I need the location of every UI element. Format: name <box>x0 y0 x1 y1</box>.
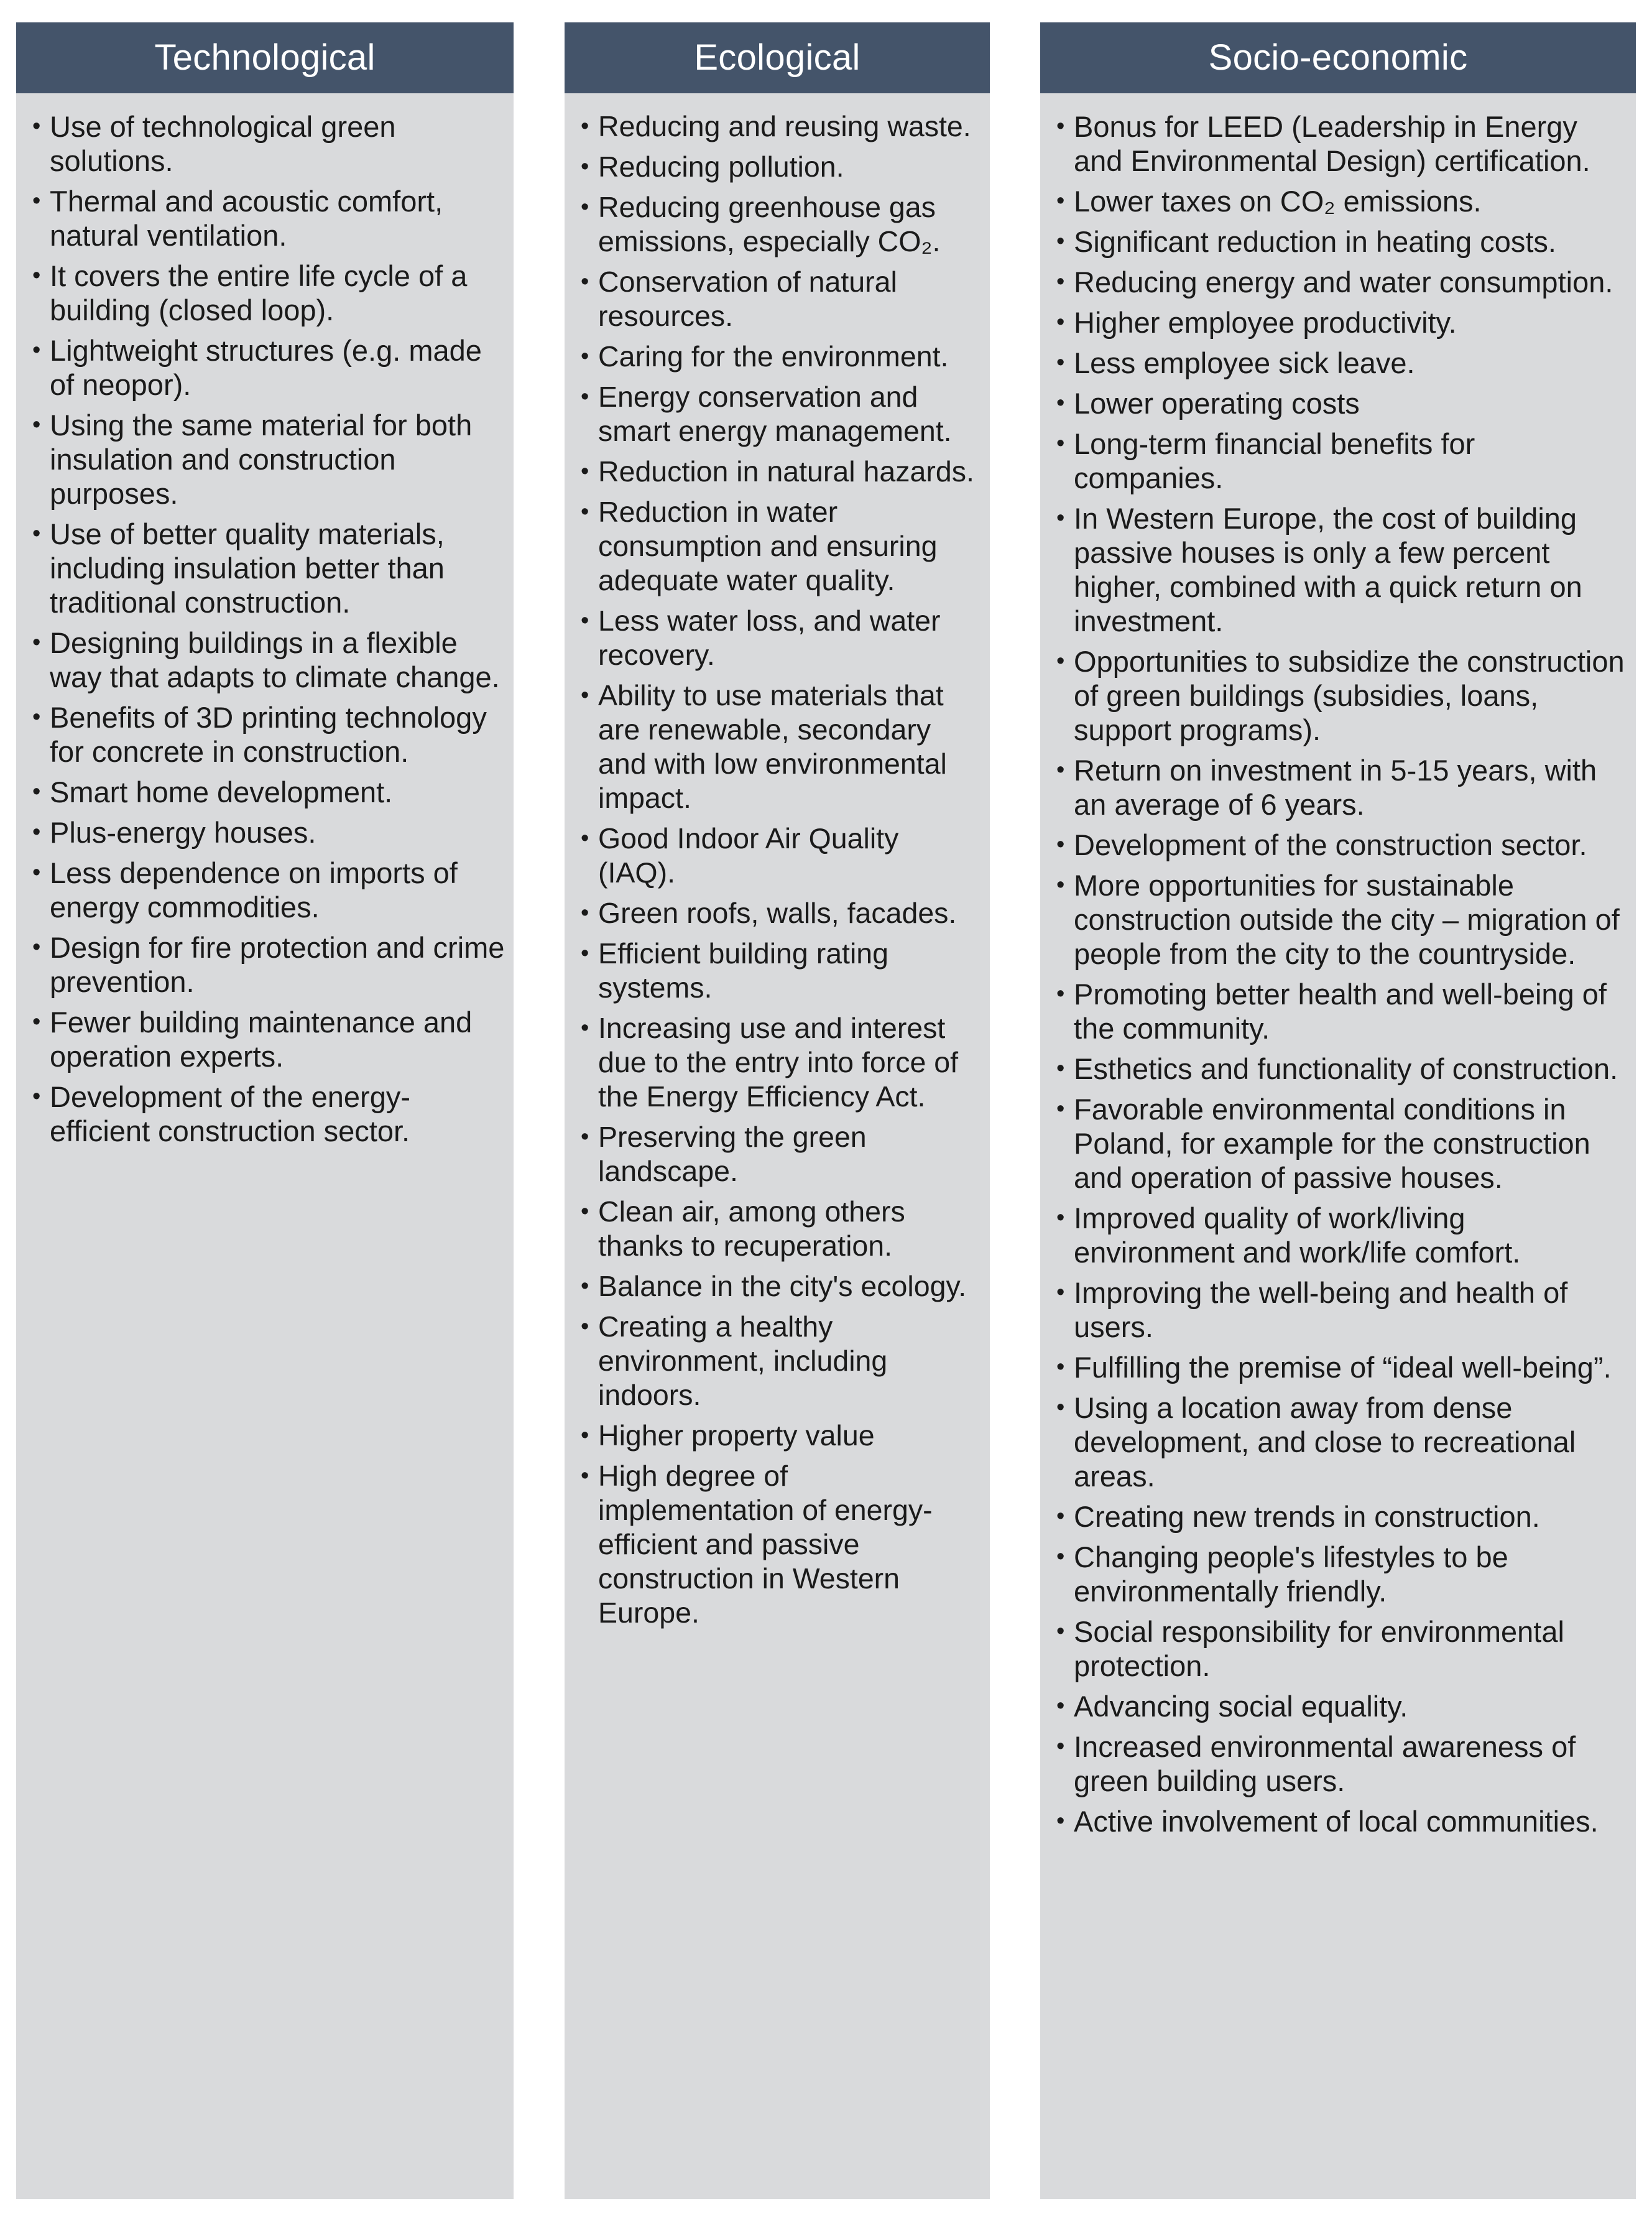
list-item: • Less water loss, and water recovery. <box>598 604 981 672</box>
socio-economic-list <box>1040 93 1636 1838</box>
list-item: • Ability to use materials that are renewable, secondary and with low environmental impact. <box>598 679 981 815</box>
technological-header: Technological <box>16 22 514 93</box>
ecological-header: Ecological <box>565 22 990 93</box>
list-item: • Esthetics and functionality of construction. <box>1074 1052 1627 1086</box>
list-item: • Preserving the green landscape. <box>598 1120 981 1188</box>
list-item: • Green roofs, walls, facades. <box>598 896 981 930</box>
list-item: • Reducing and reusing waste. <box>598 109 981 144</box>
list-item: • It covers the entire life cycle of a building (closed loop). <box>50 259 505 327</box>
list-item: • Efficient building rating systems. <box>598 937 981 1005</box>
list-item: • Reducing energy and water consumption. <box>1074 265 1627 299</box>
list-item: • Using the same material for both insulation and construction purposes. <box>50 408 505 511</box>
list-item: • Reducing greenhouse gas emissions, especially CO₂. <box>598 190 981 259</box>
list-item: • Thermal and acoustic comfort, natural ventilation. <box>50 184 505 252</box>
list-item: • Conservation of natural resources. <box>598 265 981 333</box>
list-item: • Increasing use and interest due to the entry into force of the Energy Efficiency Act. <box>598 1011 981 1114</box>
list-item: • Return on investment in 5-15 years, with an average of 6 years. <box>1074 753 1627 822</box>
technological-column <box>16 22 514 2199</box>
list-item: • Good Indoor Air Quality (IAQ). <box>598 822 981 890</box>
list-item: • Promoting better health and well-being of the community. <box>1074 977 1627 1045</box>
list-item: • Advancing social equality. <box>1074 1689 1627 1723</box>
ecological-column <box>565 22 990 2199</box>
list-item: • Plus-energy houses. <box>50 815 505 850</box>
list-item: • Favorable environmental conditions in Poland, for example for the construction and operation of passive houses. <box>1074 1092 1627 1195</box>
list-item: • Higher employee productivity. <box>1074 305 1627 340</box>
list-item: • More opportunities for sustainable construction outside the city – migration of people from the city to the countryside. <box>1074 868 1627 971</box>
list-item: • Creating new trends in construction. <box>1074 1499 1627 1534</box>
socio-economic-header: Socio-economic <box>1040 22 1636 93</box>
list-item: • Reduction in water consumption and ensuring adequate water quality. <box>598 495 981 598</box>
list-item: • Smart home development. <box>50 775 505 809</box>
list-item: • Caring for the environment. <box>598 340 981 374</box>
list-item: • Using a location away from dense development, and close to recreational areas. <box>1074 1391 1627 1493</box>
list-item: • In Western Europe, the cost of building passive houses is only a few percent higher, combined with a quick return on investment. <box>1074 501 1627 638</box>
list-item: • Active involvement of local communities. <box>1074 1804 1627 1838</box>
list-item: • Lower operating costs <box>1074 386 1627 420</box>
list-item: • Less employee sick leave. <box>1074 346 1627 380</box>
list-item: • Lightweight structures (e.g. made of neopor). <box>50 333 505 402</box>
list-item: • Design for fire protection and crime prevention. <box>50 930 505 999</box>
list-item: • Designing buildings in a flexible way that adapts to climate change. <box>50 626 505 694</box>
list-item: • Fewer building maintenance and operation experts. <box>50 1005 505 1073</box>
list-item: • Fulfilling the premise of “ideal well-being”. <box>1074 1350 1627 1384</box>
list-item: • Higher property value <box>598 1419 981 1453</box>
list-item: • Development of the construction sector. <box>1074 828 1627 862</box>
list-item: • Social responsibility for environmental protection. <box>1074 1614 1627 1683</box>
list-item: • Changing people's lifestyles to be environmentally friendly. <box>1074 1540 1627 1608</box>
list-item: • Increased environmental awareness of green building users. <box>1074 1730 1627 1798</box>
list-item: • Less dependence on imports of energy commodities. <box>50 856 505 924</box>
list-item: • Long-term financial benefits for companies. <box>1074 427 1627 495</box>
list-item: • Development of the energy-efficient construction sector. <box>50 1080 505 1148</box>
list-item: • Bonus for LEED (Leadership in Energy and Environmental Design) certification. <box>1074 109 1627 178</box>
list-item: • Benefits of 3D printing technology for concrete in construction. <box>50 700 505 769</box>
list-item: • Energy conservation and smart energy management. <box>598 380 981 448</box>
list-item: • Reduction in natural hazards. <box>598 455 981 489</box>
socio-economic-column <box>1040 22 1636 2199</box>
list-item: • Opportunities to subsidize the construction of green buildings (subsidies, loans, support programs). <box>1074 644 1627 747</box>
list-item: • Use of technological green solutions. <box>50 109 505 178</box>
list-item: • Significant reduction in heating costs. <box>1074 225 1627 259</box>
list-item: • Improved quality of work/living environment and work/life comfort. <box>1074 1201 1627 1269</box>
list-item: • Improving the well-being and health of users. <box>1074 1276 1627 1344</box>
list-item: • Balance in the city's ecology. <box>598 1269 981 1304</box>
list-item: • Creating a healthy environment, including indoors. <box>598 1310 981 1412</box>
list-item: • Clean air, among others thanks to recuperation. <box>598 1195 981 1263</box>
list-item: • Reducing pollution. <box>598 150 981 184</box>
list-item: • Lower taxes on CO₂ emissions. <box>1074 184 1627 218</box>
ecological-list <box>565 93 990 1630</box>
technological-list <box>16 93 514 1148</box>
list-item: • High degree of implementation of energy-efficient and passive construction in Western Europe. <box>598 1459 981 1630</box>
list-item: • Use of better quality materials, including insulation better than traditional construction. <box>50 517 505 619</box>
